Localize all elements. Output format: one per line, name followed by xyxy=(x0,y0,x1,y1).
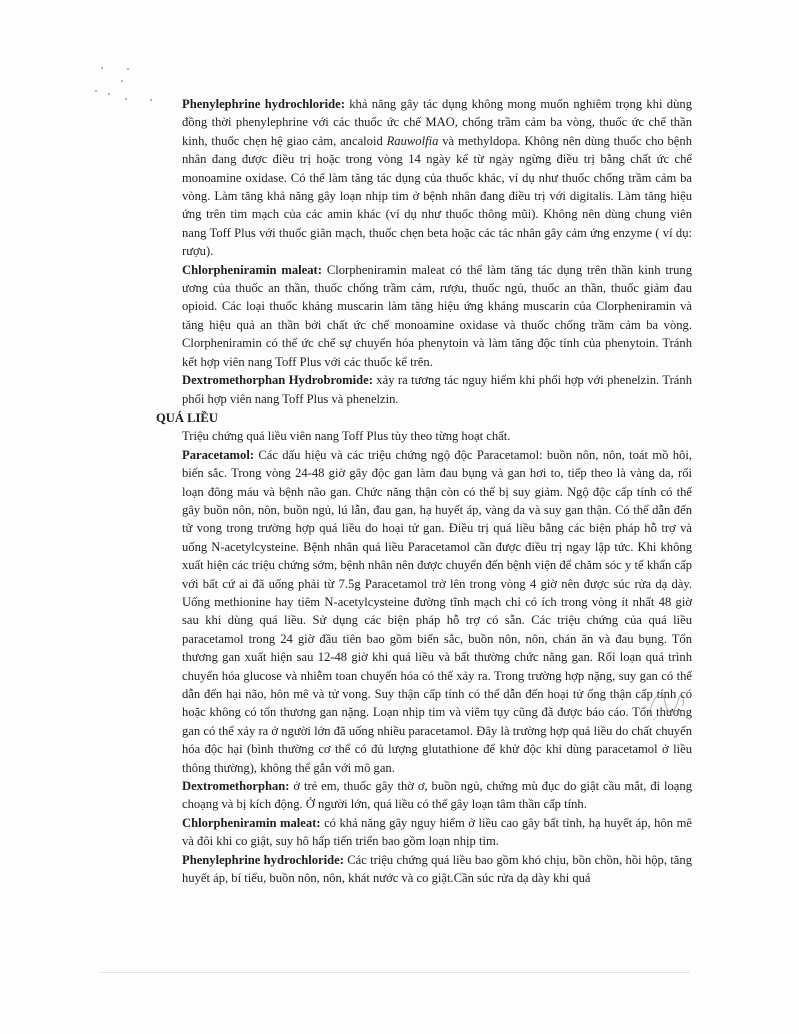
section-label: Dextromethorphan: xyxy=(182,779,290,794)
scan-speckle xyxy=(101,67,103,69)
section-text: và methyldopa. Không nên dùng thuốc cho bệnh nhân đang được điều trị hoặc trong vòng 14 ngày kể từ ngày ngừng điều trị bằng chất ức chế monoamine oxidase. Có thể làm tăng tác dụng của thuốc khác, ví dụ như thuốc chống trầm cảm ba vòng. Làm tăng khả năng gây loạn nhịp tim ở bệnh nhân đang điều trị với digitalis. Làm tăng hiệu ứng trên tim mạch của các amin khác (ví dụ như thuốc thông mũi). Không nên dùng chung viên nang Toff Plus với thuốc giãn mạch, thuốc chẹn beta hoặc các tác nhân gây cảm ứng enzyme ( ví dụ: rượu). xyxy=(182,133,692,259)
scan-speckle xyxy=(127,68,129,70)
italic-term: Rauwolfia xyxy=(386,133,439,148)
interaction-phenylephrine xyxy=(182,95,692,261)
section-label: Dextromethorphan Hydrobromide: xyxy=(182,373,373,388)
section-text: ở trẻ em, thuốc gây thờ ơ, buồn ngủ, chứng mù đục do giật cầu mắt, đi loạng choạng và bị kích động. Ở người lớn, quá liều có thể gây loạn tâm thần cấp tính. xyxy=(182,779,692,812)
section-label: Phenylephrine hydrochloride: xyxy=(182,852,344,867)
scan-speckle xyxy=(125,98,127,100)
section-text: Clorpheniramin maleat có thể làm tăng tác dụng trên thần kinh trung ương của thuốc an thần, thuốc chống trầm cảm, rượu, thuốc ngủ, thuốc an thần, thuốc giảm đau opioid. Các loại thuốc kháng muscarin làm tăng hiệu ứng kháng muscarin của Clorpheniramin và tăng hiệu quả an thần bởi chất ức chế monoamine oxidase và thuốc chống trầm cảm ba vòng. Clorpheniramin có thể ức chế sự chuyển hóa phenytoin và làm tăng độc tính của phenytoin. Tránh kết hợp viên nang Toff Plus với các thuốc kể trên. xyxy=(182,262,692,369)
scan-speckle xyxy=(121,80,123,82)
interaction-dextromethorphan xyxy=(182,371,692,408)
section-text: xảy ra tương tác nguy hiểm khi phối hợp với phenelzin. Tránh phối hợp viên nang Toff Plus và phenelzin. xyxy=(182,373,692,406)
overdose-phenylephrine xyxy=(182,851,692,888)
overdose-chlorpheniramin xyxy=(182,814,692,851)
overdose-heading: QUÁ LIỀU xyxy=(156,410,218,425)
overdose-dextromethorphan xyxy=(182,777,692,814)
signature-mark xyxy=(643,684,689,726)
scan-speckle xyxy=(150,99,152,101)
overdose-intro: Triệu chứng quá liều viên nang Toff Plus tùy theo từng hoạt chất. xyxy=(182,429,511,444)
section-label: Chlorpheniramin maleat: xyxy=(182,262,322,277)
section-text: khả năng gây tác dụng không mong muốn nghiêm trọng khi dùng đồng thời phenylephrine với các thuốc ức chế MAO, chống trầm cảm ba vòng, thuốc ức chế thần kinh, thuốc chẹn hệ giao cảm, ancaloid xyxy=(182,97,692,148)
section-text: có khả năng gây nguy hiểm ở liều cao gây bất tỉnh, hạ huyết áp, hôn mê và đôi khi co giật, suy hô hấp tiến triển bao gồm loạn nhịp tim. xyxy=(182,815,692,849)
section-text: Các triệu chứng quá liều bao gồm khó chịu, bồn chồn, hồi hộp, tăng huyết áp, bí tiểu, buồn nôn, nôn, khát nước và co giật.Cần súc rửa dạ dày khi quá xyxy=(182,852,692,886)
scan-speckle xyxy=(95,90,97,92)
scan-speckle xyxy=(108,93,110,95)
page-bottom-rule xyxy=(100,972,690,973)
section-label: Paracetamol: xyxy=(182,447,255,462)
section-label: Phenylephrine hydrochloride: xyxy=(182,97,345,111)
section-text: Các dấu hiệu và các triệu chứng ngộ độc Paracetamol: buồn nôn, nôn, toát mồ hôi, biến sắc. Trong vòng 24-48 giờ gây độc gan làm đau bụng và gan hơi to, tiếp theo là vàng da, rối loạn đông máu và bệnh não gan. Chức năng thận còn có thể bị suy giảm. Ngộ độc cấp tính có thể gây buồn nôn, nôn, buồn ngủ, lú lẫn, đau gan, hạ huyết áp, vàng da và suy gan thận. Có thể dẫn đến tử vong trong trường hợp quá liều do hoại tử gan. Điều trị quá liều bằng các biện pháp hỗ trợ và uống N-acetylcysteine. Bệnh nhân quá liều Paracetamol cần được điều trị ngay lập tức. Khi không xuất hiện các triệu chứng sớm, bệnh nhân nên được chuyển đến bệnh viện để chăm sóc y tế khẩn cấp với bất cứ ai đã uống phải từ 7.5g Paracetamol trở lên trong vòng 4 giờ nên được súc rửa dạ dày. Uống methionine hay tiêm N-acetylcysteine đường tĩnh mạch chỉ có ích trong vòng ít nhất 48 giờ sau khi dùng quá liều. Sử dụng các biện pháp hỗ trợ có sẵn. Các triệu chứng của quá liều paracetamol trong 24 giờ đầu tiên bao gồm biến sắc, buồn nôn, nôn, chán ăn và đau bụng. Tổn thương gan xuất hiện sau 12-48 giờ khi quá liều và bất thường chức năng gan. Rối loạn quá trình chuyển hóa glucose và nhiễm toan chuyển hóa có thể xảy ra. Trong trường hợp nặng, suy gan có thể dẫn đến hại não, hôn mê và tử vong. Suy thận cấp tính có thể dẫn đến hoại tử ống thận cấp tính có hoặc không có tổn thương gan nặng. Loạn nhịp tim và viêm tụy cũng đã được báo cáo. Tổn thương gan có thể xảy ra ở người lớn đã uống nhiều paracetamol. Đây là trường hợp quá liều do chất chuyển hóa độc hại (bình thường cơ thể có đủ lượng glutathione để khử độc khi dùng paracetamol ở liều thông thường), không thể gắn với mô gan. xyxy=(182,447,692,775)
document-body xyxy=(156,95,692,887)
overdose-paracetamol xyxy=(182,446,692,777)
section-label: Chlorpheniramin maleat: xyxy=(182,815,321,830)
interaction-chlorpheniramin xyxy=(182,261,692,371)
